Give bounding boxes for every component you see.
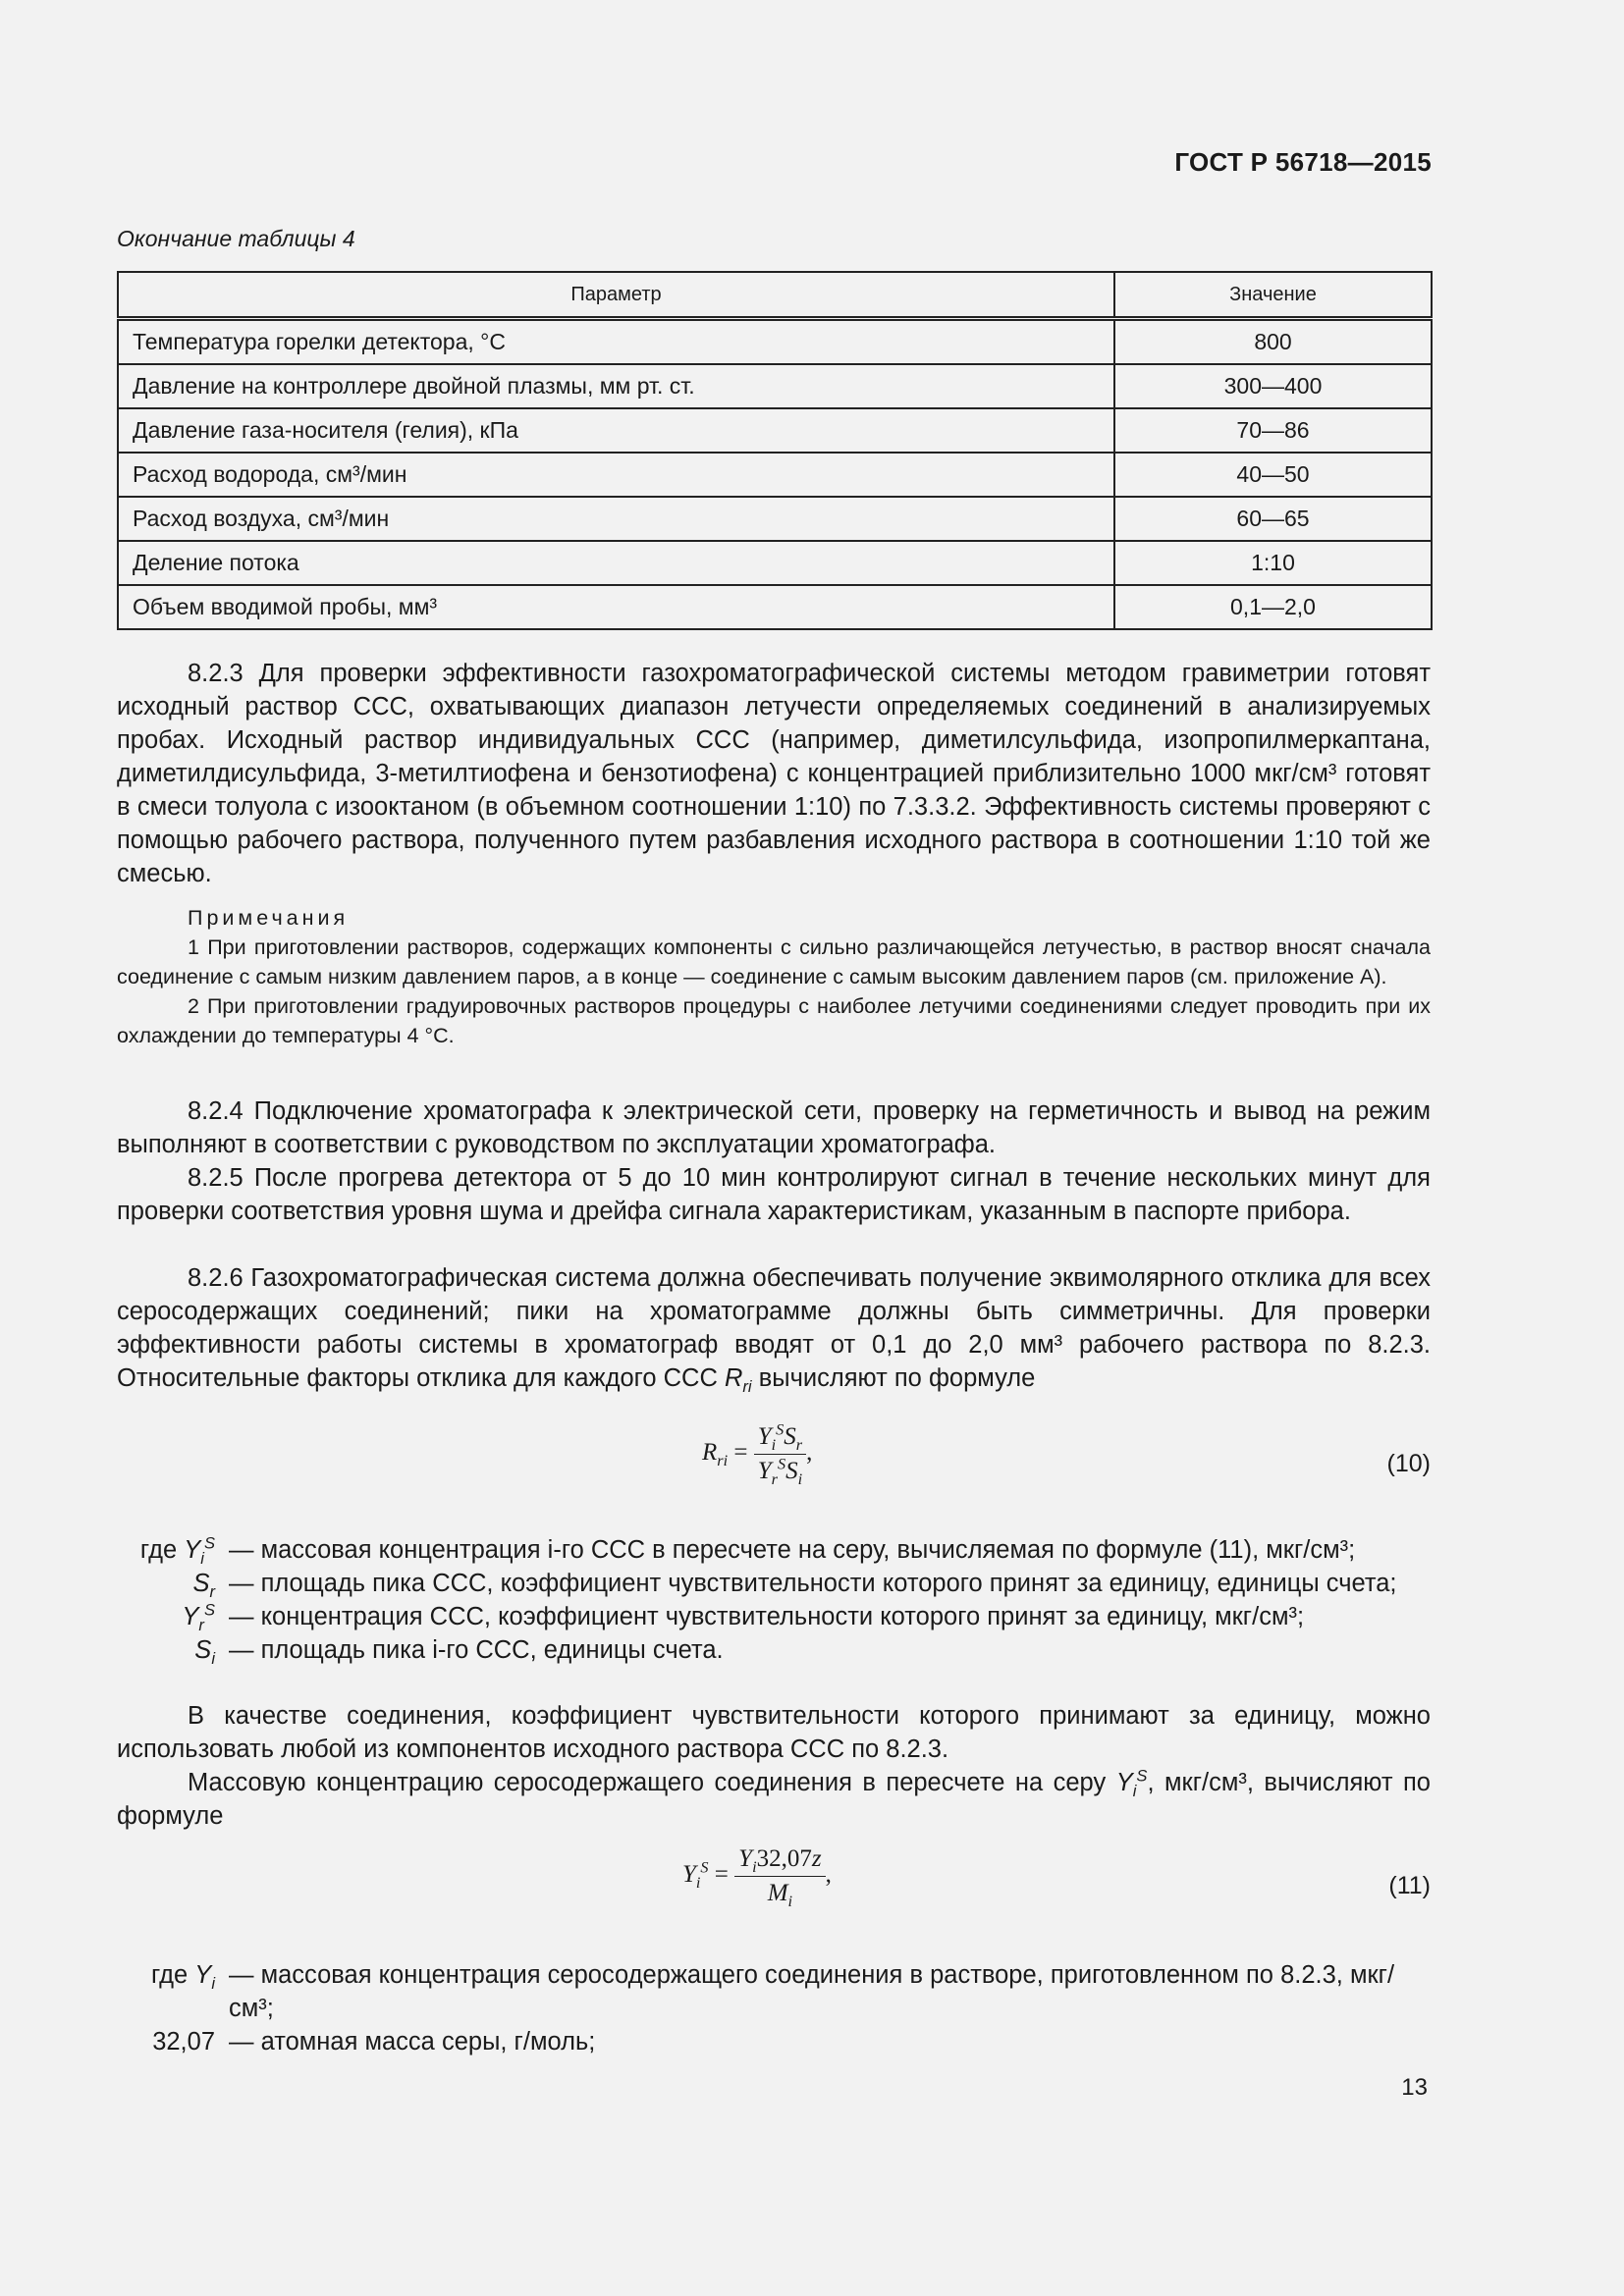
notes-block (117, 903, 1431, 1050)
definition-text: — массовая концентрация серосодержащего соединения в растворе, приготовленном по 8.2.3, мкг/см³; (229, 1961, 1395, 2022)
paragraph-reference-compound: В качестве соединения, коэффициент чувствительности которого принимают за единицу, можно использовать любой из компонентов исходного раствора ССС по 8.2.3. (117, 1702, 1431, 1763)
definition-row: где $Y_i$ — массовая концентрация серосодержащего соединения в растворе, приготовленном по 8.2.3, мкг/см³; (117, 1958, 1433, 2025)
definition-text: — массовая концентрация i-го ССС в пересчете на серу, вычисляемая по формуле (11), мкг/см³; (229, 1536, 1356, 1564)
definition-symbol: 32,07 (152, 2028, 215, 2056)
value-cell: 0,1—2,0 (1114, 585, 1432, 629)
table-row (118, 319, 1432, 365)
paragraph-8-2-3: 8.2.3 Для проверки эффективности газохроматографической системы методом гравиметрии готовят исходный раствор ССС, охватывающих диапазон летучести определяемых соединений в анализируемых пробах. Исходный раствор индивидуальных ССС (например, диметилсульфида, изопропилмеркаптана, диметилдисульфида, 3-метилтиофена и бензотиофена) с концентрацией приблизительно 1000 мкг/см³ готовят в смеси толуола с изооктаном (в объемном соотношении 1:10) по 7.3.3.2. Эффективность системы проверяют с помощью рабочего раствора, полученного путем разбавления исходного раствора в соотношении 1:10 той же смесью. (117, 660, 1431, 887)
notes-heading: Примечания (188, 906, 350, 930)
parameters-table (117, 271, 1433, 630)
definition-row (117, 2025, 1433, 2058)
definition-row: $S_i$ — площадь пика i-го ССС, единицы счета. (117, 1633, 1433, 1667)
formula-11-fraction: $\frac{Y_i32,07z}{M_i}$ (734, 1845, 825, 1907)
column-header-param: Параметр (118, 272, 1114, 319)
formula-11: $Y_i^S$ = $\frac{Y_i32,07z}{M_i}$ , (682, 1845, 832, 1910)
paragraph-8-2-6-tail: вычисляют по формуле (758, 1364, 1036, 1392)
value-cell: 60—65 (1114, 497, 1432, 541)
param-cell: Расход воздуха, см³/мин (118, 497, 1114, 541)
formula-10: $R_{ri}$ = $\frac{Y_i^SS_r}{Y_r^SS_i}$ , (702, 1420, 813, 1488)
formula-10-number: (10) (1386, 1450, 1431, 1477)
definition-text: — площадь пика ССС, коэффициент чувствительности которого принят за единицу, единицы счета; (229, 1570, 1397, 1597)
symbol-r-ri: $R_{ri}$ (724, 1364, 752, 1397)
column-header-value: Значение (1114, 272, 1432, 319)
definition-text: — концентрация ССС, коэффициент чувствительности которого принят за единицу, мкг/см³; (229, 1603, 1305, 1630)
value-cell: 40—50 (1114, 453, 1432, 497)
paragraph-8-2-6 (117, 1261, 1431, 1395)
page-number: 13 (1401, 2074, 1428, 2101)
paragraph-8-2-6-text: 8.2.6 Газохроматографическая система должна обеспечивать получение эквимолярного отклика для всех серосодержащих соединений; пики на хроматограмме должны быть симметричны. Для проверки эффективности работы системы в хроматограф вводят от 0,1 до 2,0 мм³ рабочего раствора по 8.2.3. Относительные факторы отклика для каждого ССС (117, 1264, 1431, 1392)
param-cell: Температура горелки детектора, °С (118, 319, 1114, 365)
table-row (118, 497, 1432, 541)
table-continuation-caption: Окончание таблицы 4 (117, 226, 355, 251)
paragraph-8-2-4: 8.2.4 Подключение хроматографа к электрической сети, проверку на герметичность и вывод на режим выполняют в соответствии с руководством по эксплуатации хроматографа. (117, 1097, 1431, 1158)
value-cell: 800 (1114, 319, 1432, 365)
formula-11-constant: 32,07 (756, 1845, 812, 1872)
mass-concentration-tail: , мкг/см³, вычисляют по формуле (117, 1769, 1431, 1830)
definition-text: — атомная масса серы, г/моль; (229, 2028, 596, 2056)
paragraph-mass-concentration (117, 1766, 1431, 1833)
table-row (118, 364, 1432, 408)
where-label: где (139, 1536, 178, 1564)
definition-text: — площадь пика i-го ССС, единицы счета. (229, 1636, 724, 1664)
standard-designation: ГОСТ Р 56718—2015 (1174, 147, 1432, 177)
formula-11-number: (11) (1388, 1872, 1431, 1899)
definition-row: $Y_r^S$ — концентрация ССС, коэффициент чувствительности которого принят за единицу, мкг/см³; (117, 1600, 1433, 1633)
definition-row: где $Y_i^S$ — массовая концентрация i-го ССС в пересчете на серу, вычисляемая по формуле (11), мкг/см³; (117, 1533, 1433, 1567)
symbol-y-i-s: $Y_i^S$ (1115, 1766, 1148, 1801)
note-1: 1 При приготовлении растворов, содержащих компоненты с сильно различающейся летучестью, в раствор вносят сначала соединение с самым низким давлением паров, а в конце — соединение с самым высоким давлением паров (см. приложение А). (117, 935, 1431, 988)
param-cell: Давление на контроллере двойной плазмы, мм рт. ст. (118, 364, 1114, 408)
definition-row: $S_r$ — площадь пика ССС, коэффициент чувствительности которого принят за единицу, единицы счета; (117, 1567, 1433, 1600)
formula-11-definitions (117, 1958, 1433, 2058)
mass-concentration-text: Массовую концентрацию серосодержащего соединения в пересчете на серу (188, 1769, 1107, 1796)
table-row (118, 541, 1432, 585)
table-row (118, 585, 1432, 629)
param-cell: Объем вводимой пробы, мм³ (118, 585, 1114, 629)
value-cell: 70—86 (1114, 408, 1432, 453)
formula-10-fraction: $\frac{Y_i^SS_r}{Y_r^SS_i}$ (754, 1423, 806, 1485)
value-cell: 300—400 (1114, 364, 1432, 408)
formula-10-definitions (117, 1533, 1433, 1667)
param-cell: Деление потока (118, 541, 1114, 585)
value-cell: 1:10 (1114, 541, 1432, 585)
table-header-row (118, 272, 1432, 319)
table-row (118, 453, 1432, 497)
table-row (118, 408, 1432, 453)
param-cell: Расход водорода, см³/мин (118, 453, 1114, 497)
where-label: где (150, 1961, 189, 1989)
param-cell: Давление газа-носителя (гелия), кПа (118, 408, 1114, 453)
note-2: 2 При приготовлении градуировочных растворов процедуры с наиболее летучими соединениями следует проводить при их охлаждении до температуры 4 °С. (117, 994, 1431, 1047)
paragraph-8-2-5: 8.2.5 После прогрева детектора от 5 до 10 мин контролируют сигнал в течение нескольких минут для проверки соответствия уровня шума и дрейфа сигнала характеристикам, указанным в паспорте прибора. (117, 1164, 1431, 1225)
